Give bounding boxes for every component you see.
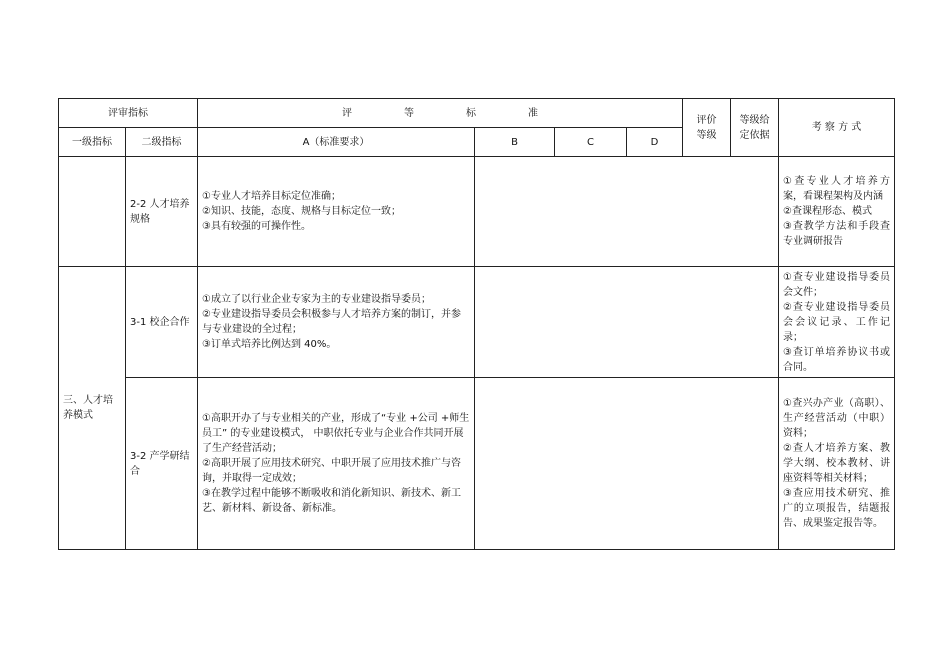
level2-cell: 3-2 产学研结合 [126,378,198,550]
criteria-char: 标 [466,107,476,119]
level2-cell: 2-2 人才培养规格 [126,157,198,267]
criteria-char: 等 [404,107,414,119]
assessment-cell: ①查专业人才培养方案，看课程架构及内涵 ②查课程形态、模式 ③查教学方法和手段查专业调研报告 [779,157,895,267]
standard-a-cell: ①高职开办了与专业相关的产业，形成了“专业 +公司 +师生员工” 的专业建设模式， 中职依托专业与企业合作共同开展了生产经营活动； ②高职开展了应用技术研究、中职开展了应用技术推广与咨询，并取得一定成效； ③在教学过程中能够不断吸收和消化新知识、新技术、新工艺、新材料、新设备、新标准。 [198,378,475,550]
col-a-header: A（标准要求） [198,128,475,157]
col-d-header: D [627,128,683,157]
col-b-header: B [475,128,555,157]
evaluation-table [58,98,895,550]
level1-cell: 三、人才培养模式 [59,267,126,550]
bcd-cell [475,378,779,550]
criteria-char: 评 [342,107,352,119]
bcd-cell [475,267,779,378]
level1-cell [59,157,126,267]
standard-a-cell: ①成立了以行业企业专家为主的专业建设指导委员； ②专业建设指导委员会积极参与人才培养方案的制订，并参与专业建设的全过程； ③订单式培养比例达到 40%。 [198,267,475,378]
assessment-header: 考 察 方 式 [779,99,895,157]
eval-grade-header: 评价 等级 [683,99,731,157]
table-row [59,378,895,550]
header-row-1 [59,99,895,128]
criteria-header [198,99,683,128]
assessment-cell: ①查兴办产业（高职）、生产经营活动（中职）资料； ②查人才培养方案、教学大纲、校本教材、讲座资料等相关材料； ③查应用技术研究、推广的立项报告，结题报告、成果鉴定报告等。 [779,378,895,550]
col-c-header: C [555,128,627,157]
criteria-char: 准 [528,107,538,119]
table-row [59,267,895,378]
level1-header: 一级指标 [59,128,126,157]
level2-cell: 3-1 校企合作 [126,267,198,378]
standard-a-cell: ①专业人才培养目标定位准确； ②知识、技能，态度、规格与目标定位一致； ③具有较强的可操作性。 [198,157,475,267]
review-indicator-header: 评审指标 [59,99,198,128]
assessment-cell: ①查专业建设指导委员会文件； ②查专业建设指导委员会会议记录、工作记录； ③查订单培养协议书或合同。 [779,267,895,378]
level2-header: 二级指标 [126,128,198,157]
table-row [59,157,895,267]
grade-basis-header: 等级给 定依据 [731,99,779,157]
bcd-cell [475,157,779,267]
